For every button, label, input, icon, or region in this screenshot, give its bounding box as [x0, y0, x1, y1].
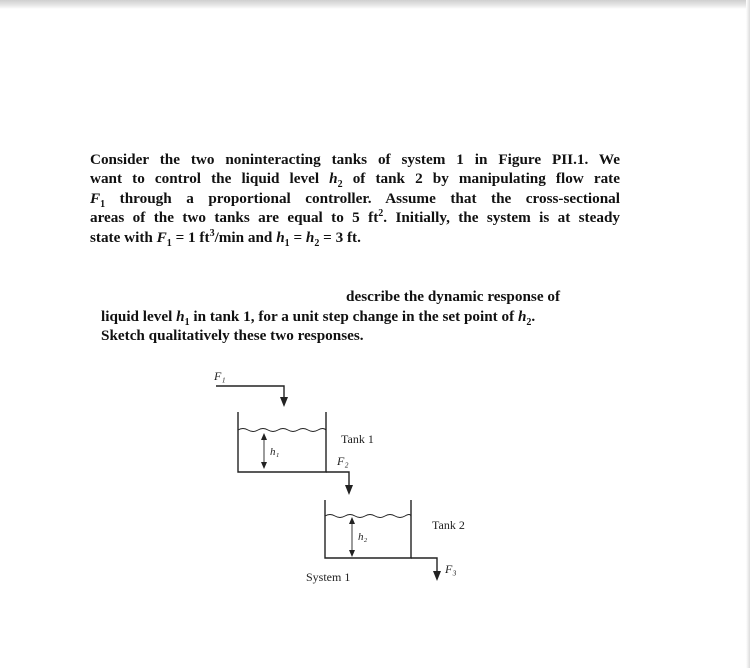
paragraph-line-3: $F_1$ through a proportional controller. Assume that the cross-sectional [90, 189, 620, 210]
f2-flow-arrowhead [345, 485, 353, 495]
f3-label: F₃ [445, 562, 457, 576]
paragraph-line-4: areas of the two tanks are equal to 5 $ft^2$. Initially, the system is at steady [90, 208, 620, 227]
figure-caption: System 1 [306, 570, 351, 584]
h2-arrowhead-down [349, 550, 355, 557]
tank-1-liquid-surface [238, 429, 326, 432]
outlet-pipe-f3 [411, 558, 437, 572]
h2-arrowhead-up [349, 517, 355, 524]
tank-1-label: Tank 1 [341, 432, 374, 446]
paragraph-line-5: state with $F_1 = 1$ $ft^3/\min$ and $h_1 = h_2 = 3$ ft. [90, 227, 361, 249]
h1-label: h₁ [270, 446, 280, 458]
tank-2-liquid-surface [325, 515, 411, 518]
tank-1-vessel [238, 412, 326, 472]
question-line-2: liquid level $h_1$ in tank 1, for a unit step change in the set point of $h_2$. [101, 307, 536, 328]
h1-arrowhead-down [261, 462, 267, 469]
question-line-3: Sketch qualitatively these two responses. [101, 327, 364, 345]
paragraph-line-1: Consider the two noninteracting tanks of system 1 in Figure PII.1. We [90, 151, 620, 168]
h2-label: h₂ [358, 531, 368, 543]
outlet-pipe-f2 [326, 472, 349, 486]
tank-2-label: Tank 2 [432, 518, 465, 532]
f1-flow-arrowhead [280, 397, 288, 407]
inlet-pipe-f1 [216, 386, 284, 398]
f2-label: F₂ [337, 454, 349, 468]
tank-2-vessel [325, 500, 411, 558]
question-line-1: describe the dynamic response of [346, 288, 561, 305]
paragraph-line-2: want to control the liquid level $h_2$ of tank 2 by manipulating flow rate [90, 170, 620, 191]
f3-flow-arrowhead [433, 571, 441, 581]
h1-arrowhead-up [261, 433, 267, 440]
f1-label: F₁ [214, 369, 226, 383]
